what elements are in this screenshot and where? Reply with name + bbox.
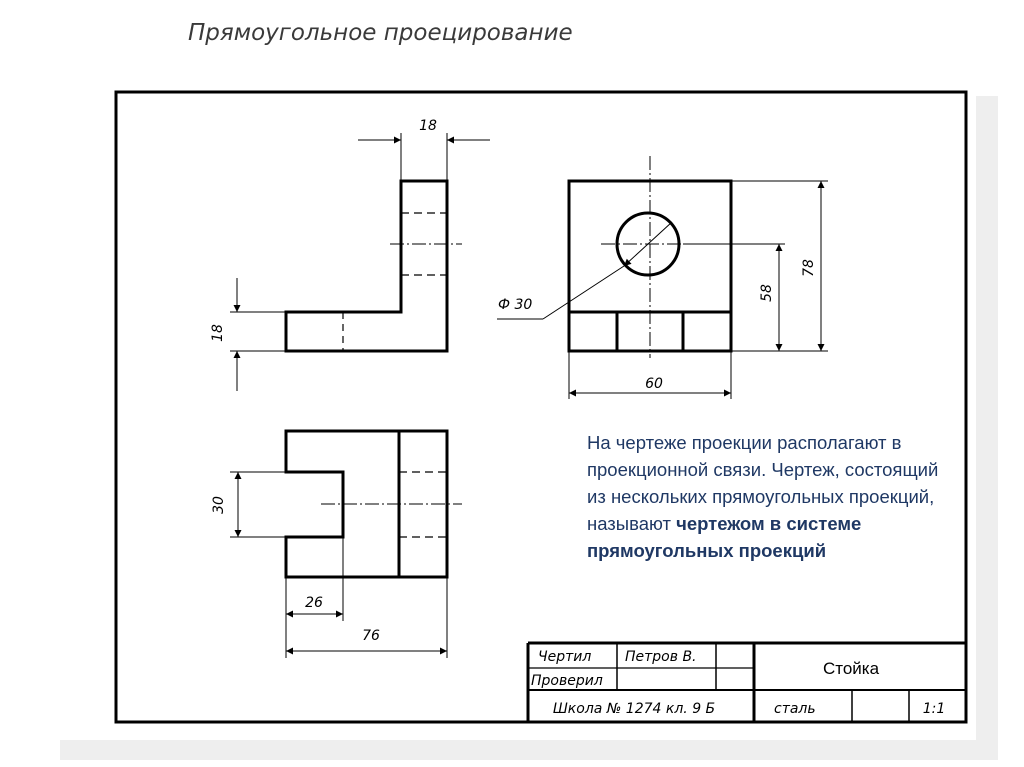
- dim-label-front-width: 60: [645, 376, 663, 392]
- scale: 1:1: [922, 701, 946, 717]
- dim-label-front-total-height: 78: [801, 259, 817, 277]
- dim-label-side-base-height: 18: [210, 324, 226, 342]
- drawn-by-label: Чертил: [538, 649, 592, 665]
- dim-label-top-slot-depth: 26: [305, 595, 323, 611]
- dim-label-hole-diameter: Ф 30: [498, 297, 533, 313]
- drawn-by-name: Петров В.: [625, 649, 697, 665]
- part-name: Стойка: [822, 659, 880, 678]
- dim-label-top-slot-width: 30: [211, 496, 227, 514]
- dim-label-side-width: 18: [419, 118, 437, 134]
- slide-title: Прямоугольное проецирование: [188, 20, 573, 46]
- material: сталь: [774, 701, 816, 717]
- dim-label-top-total-length: 76: [362, 628, 380, 644]
- school-info: Школа № 1274 кл. 9 Б: [552, 701, 716, 717]
- note-bold-term: чертежом в системе прямоугольных проекций: [587, 513, 862, 561]
- sheet-frame: [116, 92, 966, 722]
- note-text: На чертеже проекции располагают в проекционной связи. Чертеж, состоящий из нескольких прямоугольных проекций, называют: [587, 432, 939, 534]
- checked-by-label: Проверил: [531, 673, 603, 689]
- dim-label-front-lower-height: 58: [759, 284, 775, 302]
- explanation-note: [587, 429, 959, 564]
